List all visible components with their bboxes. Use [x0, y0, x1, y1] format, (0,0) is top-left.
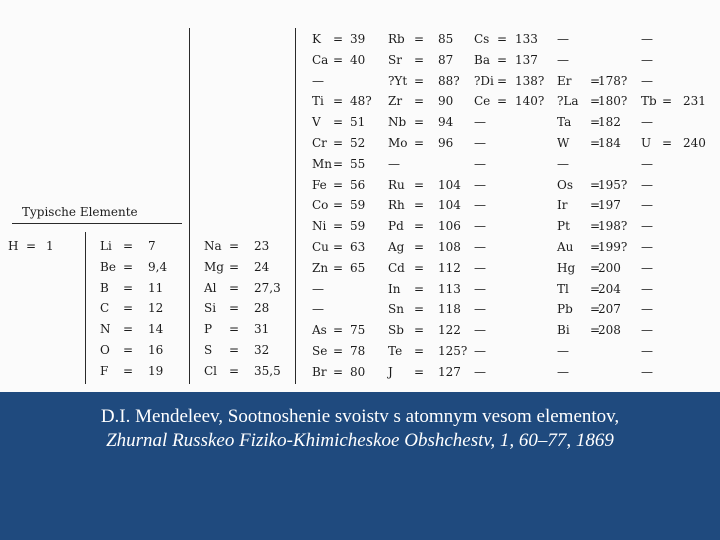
element-cell: Pt — [557, 219, 570, 234]
element-cell: 96 — [438, 136, 454, 150]
element-cell: = — [414, 260, 425, 275]
element-cell: 63 — [350, 240, 366, 254]
typical-element-cell: P — [204, 322, 213, 337]
element-cell: Cu — [312, 240, 329, 254]
element-cell: = — [590, 302, 601, 317]
element-cell: Au — [557, 240, 574, 254]
element-cell: — — [557, 52, 569, 67]
element-cell: = — [333, 323, 344, 338]
element-cell: = — [333, 344, 344, 358]
element-cell: Os — [557, 177, 573, 192]
element-cell: — — [474, 219, 486, 234]
typische-underline — [12, 223, 162, 224]
element-cell: = — [414, 73, 425, 88]
element-cell: = — [590, 240, 601, 254]
element-cell: — — [641, 344, 653, 358]
element-cell: — — [641, 156, 653, 171]
element-cell: — — [474, 156, 486, 171]
element-cell: — — [641, 240, 653, 254]
element-cell: = — [414, 302, 425, 317]
typical-element-cell: = — [229, 322, 240, 337]
column-rule-group1 — [295, 28, 296, 384]
element-cell: — — [641, 364, 653, 379]
element-cell: Co — [312, 198, 329, 213]
element-cell: Cd — [388, 260, 405, 275]
typische-elemente-label: Typische Elemente — [22, 205, 138, 219]
element-cell: = — [333, 136, 344, 150]
element-cell: 51 — [350, 115, 366, 130]
element-cell: Ca — [312, 52, 329, 67]
element-cell: 104 — [438, 177, 461, 192]
element-cell: = — [590, 136, 601, 150]
typische-underline-extension — [162, 223, 182, 224]
element-cell: Rb — [388, 32, 405, 46]
element-cell: Ce — [474, 94, 491, 109]
citation-line-1: D.I. Mendeleev, Sootnoshenie svoistv s atomnym vesom elementov, — [100, 406, 620, 427]
element-cell: = — [333, 177, 344, 192]
element-cell: = — [414, 52, 425, 67]
typical-element-cell: 32 — [254, 343, 270, 357]
element-cell: Mn — [312, 156, 333, 171]
element-cell: — — [557, 32, 569, 46]
typical-element-cell: B — [100, 280, 109, 295]
element-cell: = — [497, 94, 508, 109]
element-cell: = — [590, 177, 601, 192]
element-cell: = — [590, 323, 601, 338]
element-cell: = — [333, 52, 344, 67]
element-cell: — — [474, 344, 486, 358]
element-cell: 180? — [598, 94, 628, 109]
element-cell: 182 — [598, 115, 621, 130]
element-cell: 125? — [438, 344, 468, 358]
element-cell: = — [333, 115, 344, 130]
element-cell: 94 — [438, 115, 454, 130]
element-cell: = — [414, 364, 425, 379]
column-rule-typische — [85, 232, 86, 384]
element-cell: K — [312, 32, 321, 46]
element-cell: — — [474, 364, 486, 379]
element-cell: — — [474, 136, 486, 150]
element-cell: 133 — [515, 32, 538, 46]
element-cell: = — [414, 32, 425, 46]
element-cell: — — [557, 344, 569, 358]
element-cell: Hg — [557, 260, 576, 275]
typical-element-cell: 11 — [148, 280, 164, 295]
element-cell: = — [414, 240, 425, 254]
typical-element-cell: Na — [204, 239, 222, 253]
element-cell: 207 — [598, 302, 621, 317]
element-cell: = — [414, 281, 425, 296]
typical-element-cell: 35,5 — [254, 363, 281, 378]
element-cell: 204 — [598, 281, 621, 296]
element-cell: 88? — [438, 73, 460, 88]
element-cell: Bi — [557, 323, 570, 338]
element-cell: 122 — [438, 323, 461, 338]
hydrogen-weight: 1 — [46, 239, 54, 253]
typical-element-cell: 19 — [148, 363, 164, 378]
element-cell: — — [474, 260, 486, 275]
element-cell: = — [333, 156, 344, 171]
element-cell: — — [474, 323, 486, 338]
element-cell: = — [414, 344, 425, 358]
element-cell: = — [333, 94, 344, 109]
typical-element-cell: 28 — [254, 301, 270, 316]
element-cell: — — [474, 240, 486, 254]
element-cell: Ir — [557, 198, 568, 213]
typical-element-cell: = — [123, 363, 134, 378]
hydrogen-symbol: H — [8, 239, 19, 253]
element-cell: Ni — [312, 219, 327, 234]
element-cell: 240 — [683, 136, 706, 150]
element-cell: 178? — [598, 73, 628, 88]
typical-element-cell: = — [229, 343, 240, 357]
typical-element-cell: 12 — [148, 301, 164, 316]
element-cell: 55 — [350, 156, 366, 171]
element-cell: — — [641, 52, 653, 67]
element-cell: 231 — [683, 94, 706, 109]
typical-element-cell: 27,3 — [254, 280, 281, 295]
element-cell: 200 — [598, 260, 621, 275]
element-cell: W — [557, 136, 570, 150]
element-cell: 140? — [515, 94, 545, 109]
element-cell: — — [641, 177, 653, 192]
element-cell: — — [641, 115, 653, 130]
element-cell: = — [414, 323, 425, 338]
element-cell: ?Di — [474, 73, 494, 88]
element-cell: 106 — [438, 219, 461, 234]
element-cell: 104 — [438, 198, 461, 213]
element-cell: 112 — [438, 260, 461, 275]
element-cell: 75 — [350, 323, 366, 338]
typical-element-cell: Si — [204, 301, 217, 316]
element-cell: 59 — [350, 219, 366, 234]
element-cell: = — [497, 73, 508, 88]
element-cell: 85 — [438, 32, 454, 46]
element-cell: Pb — [557, 302, 573, 317]
element-cell: ?La — [557, 94, 579, 109]
hydrogen-equals: = — [26, 239, 37, 253]
typical-element-cell: 16 — [148, 343, 164, 357]
element-cell: 39 — [350, 32, 366, 46]
element-cell: 127 — [438, 364, 461, 379]
element-cell: 52 — [350, 136, 366, 150]
element-cell: ?Yt — [388, 73, 408, 88]
element-cell: 65 — [350, 260, 366, 275]
element-cell: — — [641, 32, 653, 46]
element-cell: Er — [557, 73, 572, 88]
element-cell: Cs — [474, 32, 490, 46]
element-cell: 118 — [438, 302, 461, 317]
element-cell: Pd — [388, 219, 404, 234]
typical-element-cell: = — [123, 322, 134, 337]
typical-element-cell: = — [123, 239, 134, 253]
element-cell: 59 — [350, 198, 366, 213]
element-cell: Zr — [388, 94, 403, 109]
typical-element-cell: Li — [100, 239, 112, 253]
element-cell: = — [590, 73, 601, 88]
element-cell: Br — [312, 364, 327, 379]
element-cell: — — [312, 281, 324, 296]
typical-element-cell: S — [204, 343, 213, 357]
element-cell: = — [333, 260, 344, 275]
element-cell: Nb — [388, 115, 407, 130]
element-cell: Sb — [388, 323, 404, 338]
element-cell: = — [333, 240, 344, 254]
element-cell: Tl — [557, 281, 569, 296]
element-cell: 137 — [515, 52, 538, 67]
element-cell: — — [641, 198, 653, 213]
element-cell: Te — [388, 344, 403, 358]
element-cell: Rh — [388, 198, 405, 213]
typical-element-cell: = — [229, 301, 240, 316]
element-cell: = — [414, 198, 425, 213]
element-cell: Se — [312, 344, 328, 358]
element-cell: Ti — [312, 94, 324, 109]
element-cell: — — [312, 73, 324, 88]
typical-element-cell: 9,4 — [148, 259, 168, 274]
typical-element-cell: = — [123, 301, 134, 316]
element-cell: 198? — [598, 219, 628, 234]
typical-element-cell: Al — [204, 280, 217, 295]
typical-element-cell: = — [229, 239, 240, 253]
typical-element-cell: = — [123, 280, 134, 295]
typical-element-cell: = — [123, 343, 134, 357]
typical-element-cell: = — [229, 280, 240, 295]
element-cell: 78 — [350, 344, 366, 358]
typical-element-cell: 23 — [254, 239, 270, 253]
element-cell: — — [557, 364, 569, 379]
element-cell: = — [333, 364, 344, 379]
element-cell: 40 — [350, 52, 366, 67]
element-cell: = — [590, 115, 601, 130]
element-cell: = — [590, 281, 601, 296]
element-cell: — — [641, 219, 653, 234]
element-cell: Cr — [312, 136, 327, 150]
element-cell: In — [388, 281, 401, 296]
element-cell: — — [312, 302, 324, 317]
typical-element-cell: = — [229, 363, 240, 378]
typical-element-cell: 24 — [254, 259, 270, 274]
typical-element-cell: N — [100, 322, 111, 337]
element-cell: Tb — [641, 94, 657, 109]
element-cell: Sn — [388, 302, 404, 317]
element-cell: — — [557, 156, 569, 171]
element-cell: Sr — [388, 52, 402, 67]
element-cell: 184 — [598, 136, 621, 150]
element-cell: = — [590, 198, 601, 213]
element-cell: 48? — [350, 94, 372, 109]
column-rule-main — [189, 28, 190, 384]
element-cell: = — [414, 177, 425, 192]
element-cell: 195? — [598, 177, 628, 192]
element-cell: — — [641, 73, 653, 88]
element-cell: = — [414, 136, 425, 150]
element-cell: 113 — [438, 281, 461, 296]
element-cell: — — [641, 302, 653, 317]
element-cell: 199? — [598, 240, 628, 254]
element-cell: = — [590, 94, 601, 109]
typical-element-cell: Cl — [204, 363, 218, 378]
element-cell: Ta — [557, 115, 572, 130]
element-cell: 208 — [598, 323, 621, 338]
element-cell: — — [474, 177, 486, 192]
element-cell: Ba — [474, 52, 490, 67]
element-cell: = — [414, 115, 425, 130]
typical-element-cell: C — [100, 301, 110, 316]
element-cell: — — [641, 323, 653, 338]
typical-element-cell: F — [100, 363, 109, 378]
element-cell: = — [333, 219, 344, 234]
element-cell: U — [641, 136, 652, 150]
element-cell: Mo — [388, 136, 408, 150]
citation-line-2: Zhurnal Russkeo Fiziko-Khimicheskoe Obshchestv, 1, 60–77, 1869 — [106, 430, 614, 451]
typical-element-cell: = — [123, 259, 134, 274]
element-cell: — — [641, 260, 653, 275]
element-cell: V — [312, 115, 321, 130]
element-cell: J — [388, 364, 393, 379]
element-cell: 87 — [438, 52, 454, 67]
element-cell: — — [641, 281, 653, 296]
element-cell: As — [312, 323, 327, 338]
element-cell: 108 — [438, 240, 461, 254]
element-cell: = — [414, 219, 425, 234]
element-cell: 197 — [598, 198, 621, 213]
element-cell: Fe — [312, 177, 327, 192]
element-cell: = — [414, 94, 425, 109]
element-cell: 138? — [515, 73, 545, 88]
typical-element-cell: 14 — [148, 322, 164, 337]
element-cell: — — [388, 156, 400, 171]
typical-element-cell: 31 — [254, 322, 270, 337]
element-cell: = — [497, 32, 508, 46]
typical-element-cell: Mg — [204, 259, 224, 274]
element-cell: — — [474, 198, 486, 213]
citation-caption — [0, 392, 720, 540]
typical-element-cell: O — [100, 343, 110, 357]
element-cell: 80 — [350, 364, 366, 379]
element-cell: 90 — [438, 94, 454, 109]
typical-element-cell: = — [229, 259, 240, 274]
typical-element-cell: Be — [100, 259, 116, 274]
element-cell: — — [474, 302, 486, 317]
typical-element-cell: 7 — [148, 239, 156, 253]
element-cell: Ru — [388, 177, 405, 192]
element-cell: = — [333, 198, 344, 213]
element-cell: = — [662, 94, 673, 109]
element-cell: = — [662, 136, 673, 150]
element-cell: = — [590, 219, 601, 234]
element-cell: — — [474, 115, 486, 130]
element-cell: = — [497, 52, 508, 67]
element-cell: 56 — [350, 177, 366, 192]
element-cell: — — [474, 281, 486, 296]
element-cell: = — [590, 260, 601, 275]
element-cell: Zn — [312, 260, 329, 275]
element-cell: Ag — [388, 240, 405, 254]
element-cell: = — [333, 32, 344, 46]
